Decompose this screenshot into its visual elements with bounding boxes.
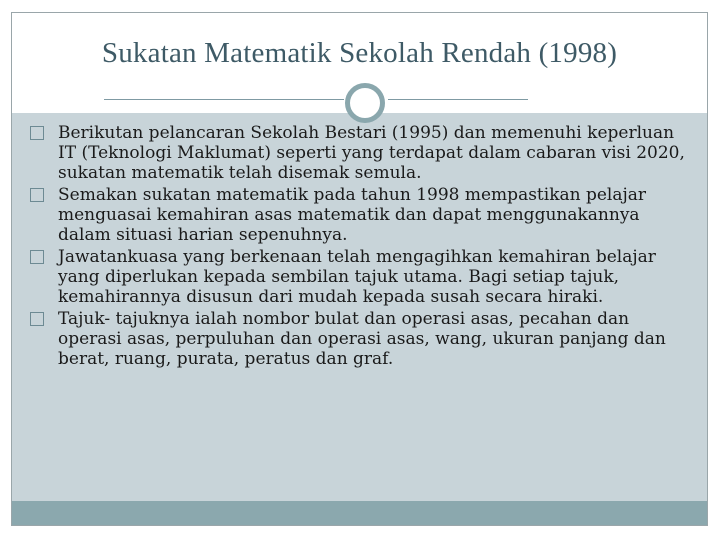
- bullet-text: Tajuk- tajuknya ialah nombor bulat dan operasi asas, pecahan dan operasi asas, perpuluhan dan operasi asas, wang, ukuran panjang dan berat, ruang, purata, peratus dan graf.: [58, 309, 666, 369]
- content-area: [12, 113, 707, 503]
- bullet-text: Jawatankuasa yang berkenaan telah mengagihkan kemahiran belajar yang diperlukan kepada sembilan tajuk utama. Bagi setiap tajuk, kemahirannya disusun dari mudah kepada susah secara hiraki.: [58, 247, 656, 307]
- bullet-item: [28, 123, 696, 183]
- title-divider-left: [104, 99, 344, 100]
- slide-title: Sukatan Matematik Sekolah Rendah (1998): [101, 37, 618, 69]
- bullet-text: Berikutan pelancaran Sekolah Bestari (1995) dan memenuhi keperluan IT (Teknologi Maklumat) seperti yang terdapat dalam cabaran visi 2020, sukatan matematik telah disemak semula.: [58, 123, 685, 183]
- square-bullet-icon: [30, 126, 44, 140]
- bullet-list: [28, 123, 696, 371]
- slide: [11, 12, 708, 526]
- bullet-text: Semakan sukatan matematik pada tahun 1998 mempastikan pelajar menguasai kemahiran asas matematik dan dapat menggunakannya dalam situasi harian sepenuhnya.: [58, 185, 647, 245]
- circle-ornament-icon: [345, 83, 385, 123]
- title-divider-right: [388, 99, 528, 100]
- bullet-item: [28, 309, 696, 369]
- square-bullet-icon: [30, 188, 44, 202]
- bullet-item: [28, 185, 696, 245]
- square-bullet-icon: [30, 312, 44, 326]
- square-bullet-icon: [30, 250, 44, 264]
- bullet-item: [28, 247, 696, 307]
- footer-band: [12, 501, 707, 525]
